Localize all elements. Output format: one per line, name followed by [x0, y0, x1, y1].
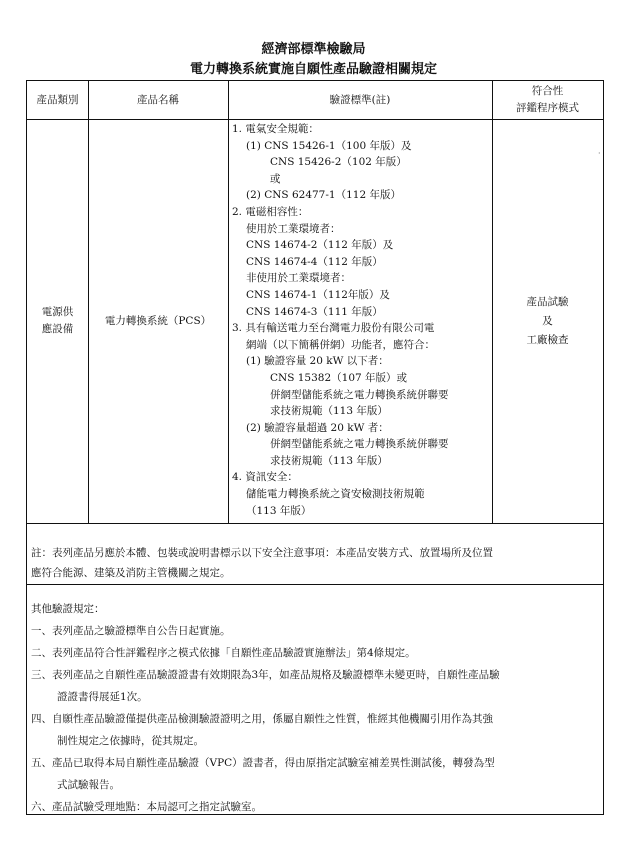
- rule-item: [31, 686, 597, 708]
- standards-line: 併網型儲能系統之電力轉換系統併聯要: [270, 388, 449, 401]
- rule-number: 三、: [31, 669, 52, 681]
- rule-text: 證證書得展延1次。: [57, 691, 148, 703]
- rule-number: 二、: [31, 647, 52, 659]
- rule-item: [31, 730, 597, 752]
- rule-text: 產品試驗受理地點：本局認可之指定試驗室。: [52, 801, 262, 813]
- other-rules-heading: 其他驗證規定：: [31, 603, 105, 615]
- header-standards: 驗證標準(註): [329, 93, 391, 106]
- standards-line: 使用於工業環境者：: [246, 222, 341, 235]
- note-line: 註：表列產品另應於本體、包裝或說明書標示以下安全注意事項：本產品安裝方式、放置場所及位置: [31, 547, 493, 559]
- standards-line: 2. 電磁相容性：: [232, 205, 309, 218]
- rule-item: [31, 708, 597, 730]
- rule-text: 產品已取得本局自願性產品驗證（VPC）證書者，得由原指定試驗室補差異性測試後，轉發為型: [52, 757, 495, 769]
- standards-line: 併網型儲能系統之電力轉換系統併聯要: [270, 438, 449, 451]
- rule-number: 四、: [31, 713, 52, 725]
- standards-line: 或: [270, 172, 281, 185]
- standards-line: (2) CNS 62477-1（112 年版）: [246, 189, 401, 202]
- regulation-table: [26, 80, 604, 815]
- rule-text: 制性規定之依據時，從其規定。: [57, 735, 204, 747]
- cell-conformity: [492, 119, 603, 523]
- cell-standards: [232, 121, 490, 521]
- product-name: 電力轉換系統（PCS）: [104, 314, 212, 327]
- standards-list: [232, 121, 490, 519]
- conformity-line1: 產品試驗: [526, 295, 569, 308]
- agency-title: 經濟部標準檢驗局: [261, 42, 366, 57]
- rule-number: 五、: [31, 757, 52, 769]
- rule-text: 自願性產品驗證僅提供產品檢測驗證證明之用，係屬自願性之性質，惟經其他機關引用作為其強: [52, 713, 493, 725]
- header-conformity: [492, 81, 603, 119]
- stray-mark: ·: [598, 149, 601, 158]
- rule-text: 表列產品之自願性產品驗證證書有效期限為3年，如產品規格及驗證標準未變更時，自願性產品驗: [52, 669, 500, 681]
- note-line: 應符合能源、建築及消防主管機關之規定。: [31, 567, 231, 579]
- standards-line: 求技術規範（113 年版）: [270, 405, 388, 418]
- standards-line: CNS 14674-4（112 年版）: [246, 255, 383, 268]
- standards-line: 網端（以下簡稱併網）功能者，應符合：: [246, 338, 435, 351]
- other-rules-section: [31, 598, 597, 818]
- header-product-name: 產品名稱: [137, 93, 179, 106]
- rule-text: 表列產品之驗證標準自公告日起實施。: [52, 625, 231, 637]
- standards-line: 求技術規範（113 年版）: [270, 454, 388, 467]
- rule-item: [31, 664, 597, 686]
- conformity-line2: 及: [542, 314, 553, 327]
- standards-line: CNS 14674-2（112 年版）及: [246, 239, 394, 252]
- conformity-line3: 工廠檢查: [526, 333, 569, 346]
- category-line1: 電源供: [41, 306, 74, 318]
- standards-line: (1) 驗證容量 20 kW 以下者：: [246, 355, 389, 368]
- rule-number: 六、: [31, 801, 52, 813]
- header-conformity-line1: 符合性: [531, 85, 564, 97]
- row-divider: [27, 584, 603, 585]
- standards-line: (2) 驗證容量超過 20 kW 者：: [246, 421, 389, 434]
- rule-text: 表列產品符合性評鑑程序之模式依據「自願性產品驗證實施辦法」第4條規定。: [52, 647, 416, 659]
- header-conformity-line2: 評鑑程序模式: [516, 102, 579, 114]
- standards-line: 1. 電氣安全規範：: [232, 123, 319, 135]
- rule-item: [31, 620, 597, 642]
- column-divider: [228, 81, 229, 523]
- rule-number: 一、: [31, 625, 52, 637]
- rule-item: [31, 774, 597, 796]
- note-section: [31, 543, 597, 583]
- cell-product-name: [88, 119, 228, 523]
- standards-line: CNS 14674-3（111 年版）: [246, 305, 383, 318]
- rule-item: [31, 642, 597, 664]
- standards-line: (1) CNS 15426-1（100 年版）及: [246, 139, 412, 152]
- standards-line: CNS 14674-1（112年版）及: [246, 288, 390, 301]
- row-divider: [27, 523, 603, 524]
- document-title: 電力轉換系統實施自願性產品驗證相關規定: [189, 62, 437, 77]
- category-line2: 應設備: [41, 323, 74, 335]
- standards-line: 3. 具有輸送電力至台灣電力股份有限公司電: [232, 322, 435, 335]
- rule-text: 式試驗報告。: [57, 779, 120, 791]
- rules-list: [31, 620, 597, 818]
- cell-category: [27, 119, 88, 523]
- rule-item: [31, 796, 597, 818]
- standards-line: 儲能電力轉換系統之資安檢測技術規範: [246, 488, 425, 501]
- standards-line: （113 年版）: [246, 504, 312, 517]
- standards-line: 非使用於工業環境者：: [246, 272, 351, 285]
- standards-line: CNS 15426-2（102 年版）: [270, 156, 407, 169]
- rule-item: [31, 752, 597, 774]
- header-category: 產品類別: [36, 93, 79, 106]
- standards-line: 4. 資訊安全：: [232, 471, 298, 484]
- standards-line: CNS 15382（107 年版）或: [270, 371, 408, 384]
